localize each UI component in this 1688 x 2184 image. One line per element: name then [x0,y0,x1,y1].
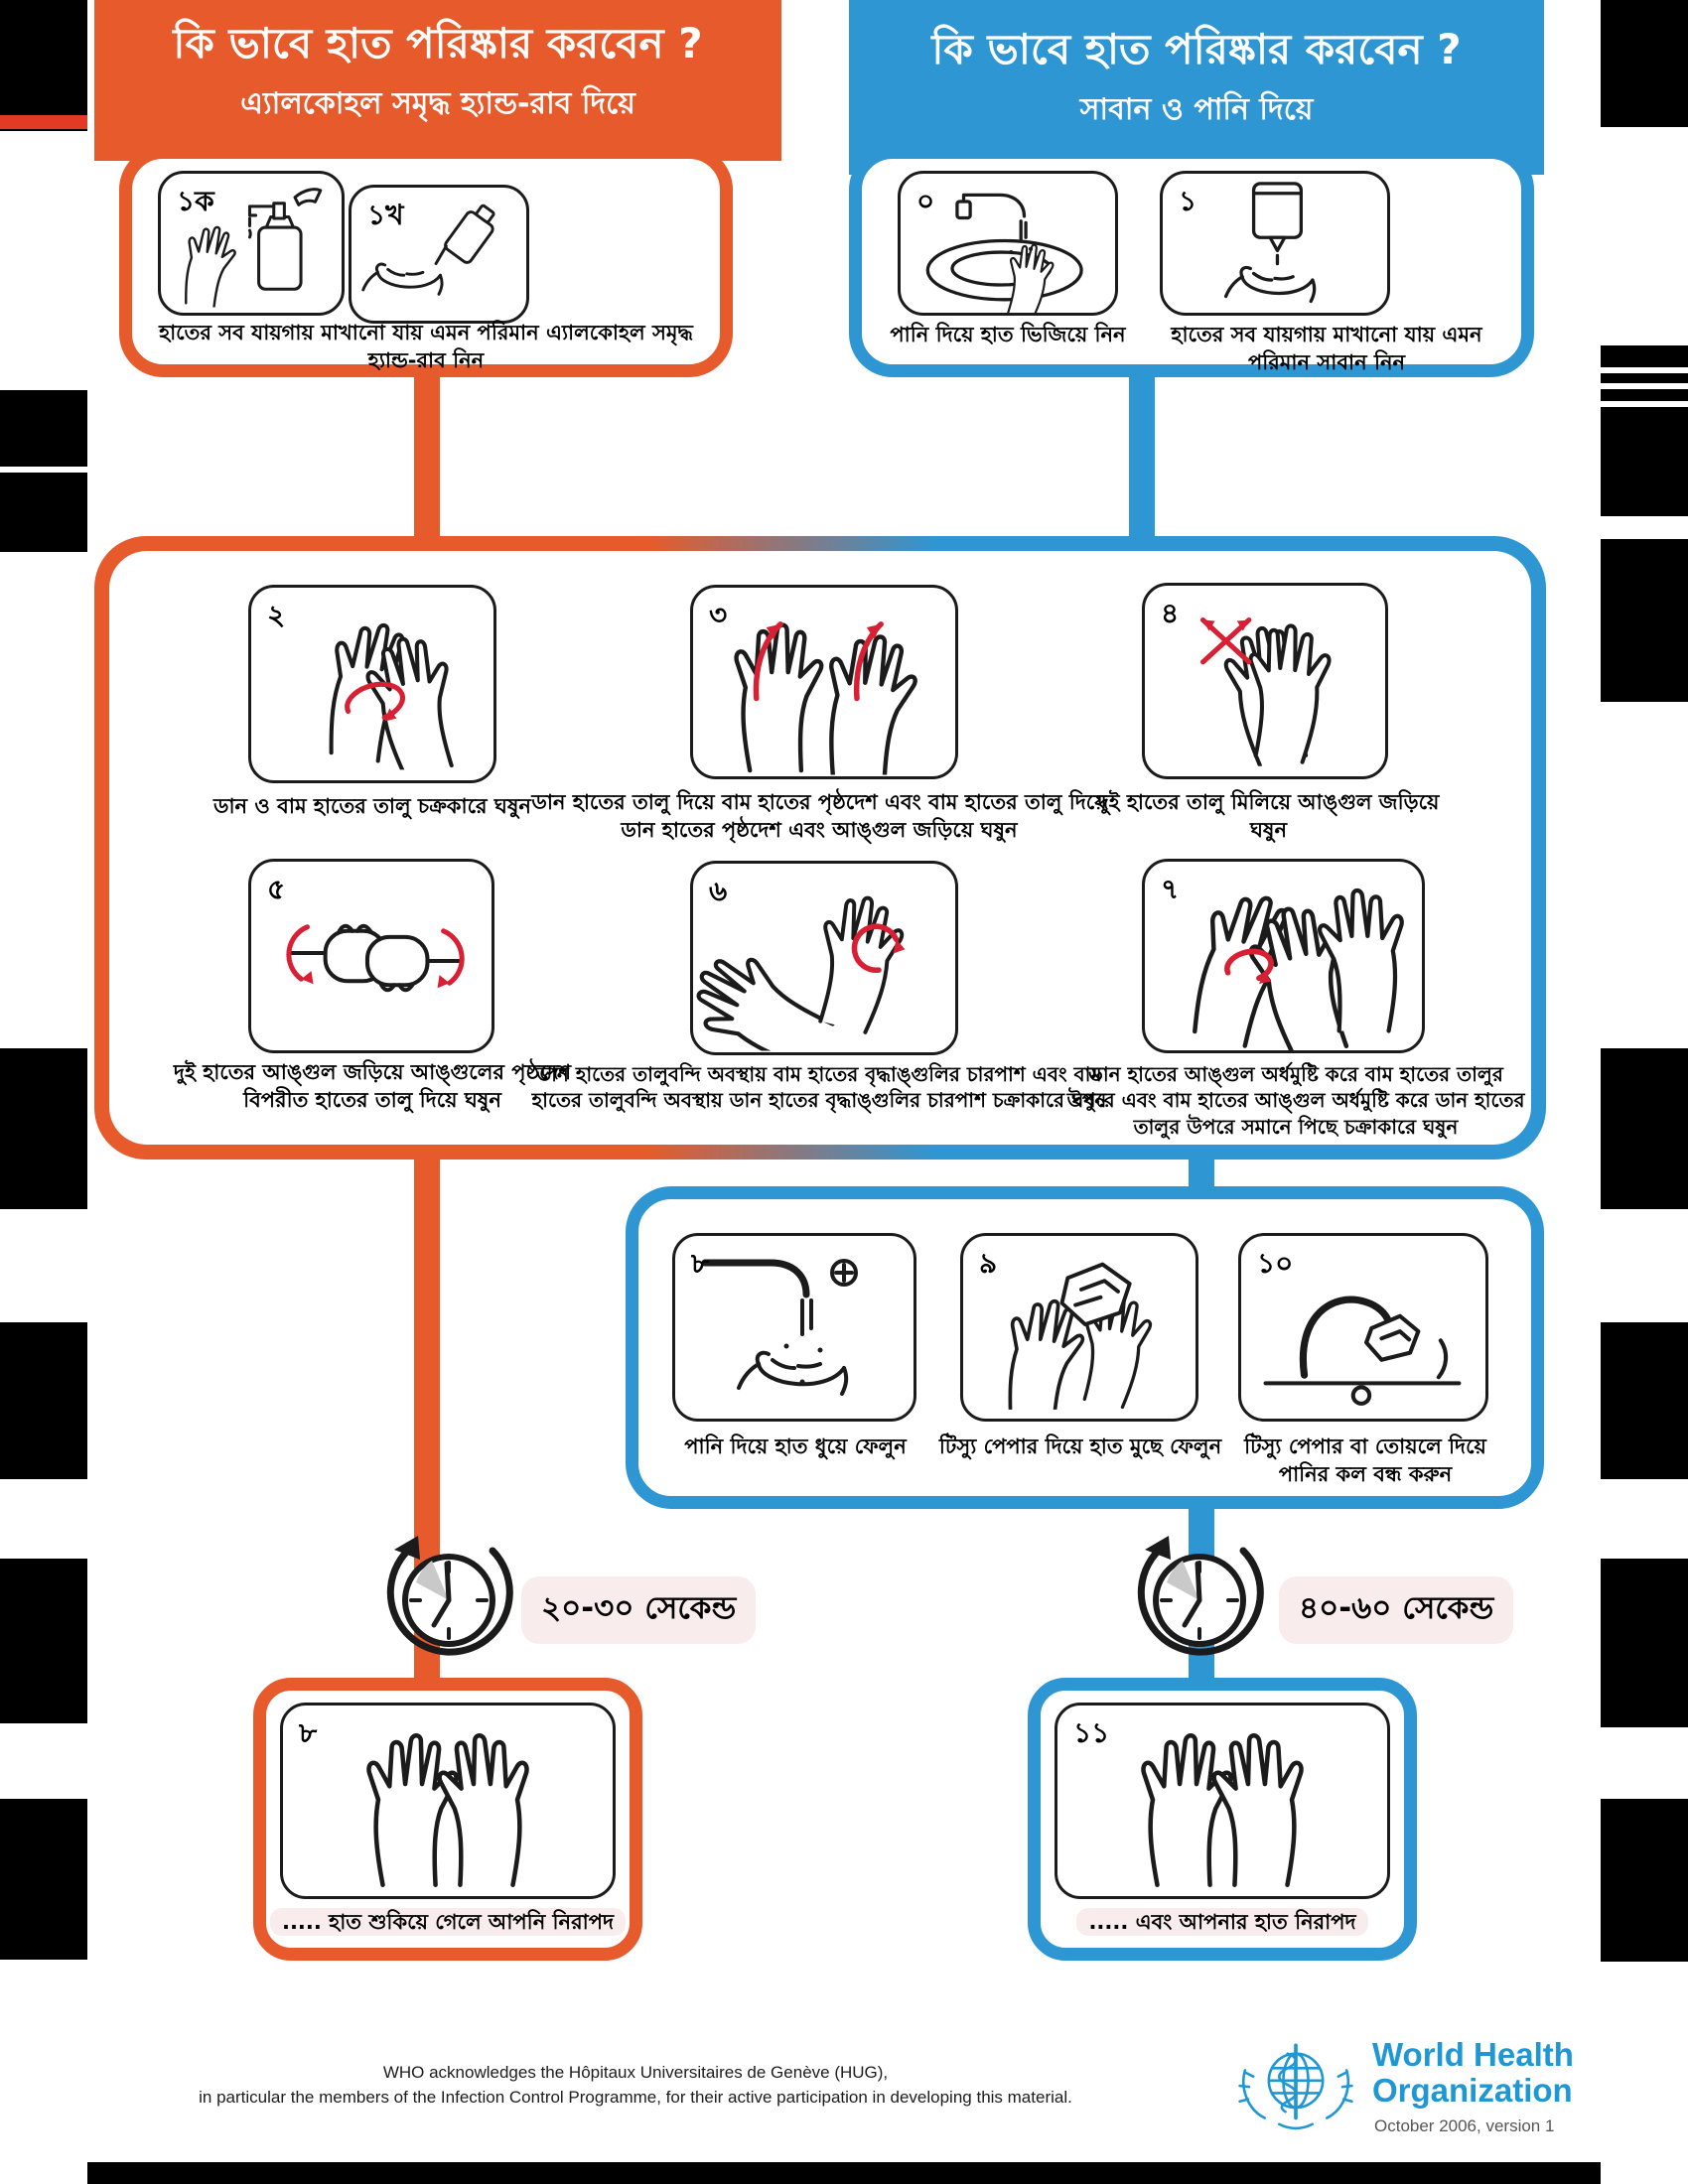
water-flow-connector [1129,367,1155,544]
scan-artifact-bar [0,1559,87,1723]
rinse-hands-water-icon [675,1236,914,1419]
alcohol-duration-label: ২০-৩০ সেকেন্ড [521,1576,756,1644]
step-number: ৭ [1161,873,1180,905]
step-caption: ডান হাতের তালু দিয়ে বাম হাতের পৃষ্ঠদেশ এবং বাম হাতের তালু দিয়ে ডান হাতের পৃষ্ঠদেশ এবং আঙ্গুল জড়িয়ে ঘষুন [531,790,1107,842]
step-1-box [1160,171,1390,316]
step-5-box [248,859,494,1053]
scan-artifact-bar [1601,407,1688,516]
step-number: ১১ [1073,1716,1110,1749]
open-hands-icon [283,1706,613,1896]
acknowledgment-line1: WHO acknowledges the Hôpitaux Universitaires de Genève (HUG), [382,2063,889,2082]
step-number: ৩ [709,599,728,631]
scan-artifact-bar [1601,345,1688,367]
step-caption: ডান হাতের তালুবন্দি অবস্থায় বাম হাতের বৃদ্ধাঙ্গুলির চারপাশ এবং বাম হাতের তালুবন্দি অবস্থায় ডান হাতের বৃদ্ধাঙ্গুলির চারপাশ চক্রাকারে ঘষুন [531,1062,1107,1113]
alcohol-subtitle: এ্যালকোহল সমৃদ্ধ হ্যান্ড-রাব দিয়ে [240,86,635,122]
rub-palms-circular-icon [251,588,493,780]
step-caption: হাতের সব যায়গায় মাখানো যায় এমন পরিমান সাবান নিন [1171,323,1482,374]
who-logo-text: World Health Organization [1372,2036,1574,2109]
dry-with-tissue-icon [963,1236,1196,1419]
step-number: ৮ [299,1716,318,1749]
alcohol-flow-connector [414,367,440,544]
step-number: ৫ [267,873,286,905]
step-number: ০ [916,185,935,217]
final-hands-box [1055,1703,1390,1899]
scan-artifact-bar [0,1322,87,1479]
step-caption: টিস্যু পেপার বা তোয়লে দিয়ে পানির কল বন্ধ করুন [1244,1434,1486,1486]
step-caption: ডান ও বাম হাতের তালু চক্রকারে ঘষুন [213,794,531,818]
version-label: October 2006, version 1 [1374,2116,1555,2135]
step-caption: দুই হাতের তালু মিলিয়ে আঙ্গুল জড়িয়ে ঘষুন [1097,790,1440,842]
acknowledgment-line2: in particular the members of the Infection Control Programme, for their active participation in developing this material. [199,2087,1072,2107]
shared-steps-panel [94,536,1546,1160]
thumbs-rotate-icon [693,864,955,1052]
scan-artifact-bar [0,390,87,467]
fingers-interlaced-icon [1145,586,1385,776]
scan-artifact-bar [1601,539,1688,702]
alcohol-title: কি ভাবে হাত পরিষ্কার করবেন ? [173,19,703,68]
step-number: ৪ [1161,597,1180,629]
scan-artifact-bar [0,1048,87,1209]
step-number: ১খ [367,199,404,231]
step-number: ৬ [709,875,728,907]
final-caption: ..... এবং আপনার হাত নিরাপদ [1043,1909,1402,1937]
step-7-box [1142,859,1425,1053]
step-9-box [960,1233,1198,1422]
water-final-panel [1028,1678,1417,1961]
rub-back-of-hands-icon [693,588,955,776]
step-caption: ডান হাতের আঙ্গুল অর্ধমুষ্টি করে বাম হাতের তালুর উপরে এবং বাম হাতের আঙ্গুল অর্ধমুষ্টি করে ডান হাতের তালুর উপরে সমানে পিছে চক্রাকারে ঘষুন [1066,1062,1525,1139]
water-rinse-panel [626,1186,1544,1509]
water-title: কি ভাবে হাত পরিষ্কার করবেন ? [931,25,1462,73]
step-1a-box [158,171,345,316]
scan-artifact-bar [0,473,87,552]
alcohol-header [94,0,781,161]
step-number: ২ [267,599,286,631]
timer-clock-icon [1125,1526,1274,1675]
scan-artifact-bar [87,2162,1601,2184]
step-2-box [248,585,496,783]
step-number: ৯ [979,1247,998,1280]
acknowledgment-text [139,2061,1132,2110]
step-3-box [690,585,958,779]
step-caption: টিস্যু পেপার দিয়ে হাত মুছে ফেলুন [938,1434,1222,1458]
water-step01-panel [849,146,1534,377]
step-0-box [898,171,1118,316]
alcohol-step1-panel [119,146,733,377]
step-caption: পানি দিয়ে হাত ভিজিয়ে নিন [890,323,1126,346]
final-caption: ..... হাত শুকিয়ে গেলে আপনি নিরাপদ [268,1909,628,1937]
timer-clock-icon [374,1526,523,1675]
step-number: ১ [1179,185,1197,217]
scan-artifact-bar [0,1799,87,1960]
step-10-box [1238,1233,1488,1422]
scan-artifact-bar [1601,1322,1688,1479]
scan-artifact-bar [1601,1799,1688,1962]
water-duration-label: ৪০-৬০ সেকেন্ড [1279,1576,1513,1644]
scan-artifact-bar [0,0,87,131]
water-subtitle: সাবান ও পানি দিয়ে [1079,92,1314,128]
step-caption: হাতের সব যায়গায় মাখানো যায় এমন পরিমান এ্যালকোহল সমৃদ্ধ হ্যান্ড-রাব নিন [159,321,693,372]
fingers-locked-icon [251,862,492,1050]
scan-artifact-bar [1601,0,1688,127]
scan-artifact-bar [1601,1048,1688,1209]
step-6-box [690,861,958,1055]
scan-artifact-accent [0,115,87,129]
who-emblem-icon [1231,2037,1360,2130]
step-number: ১ক [177,185,214,217]
scan-artifact-bar [1601,1559,1688,1727]
step-number: ৮ [691,1247,710,1280]
step-4-box [1142,583,1388,779]
step-caption: দুই হাতের আঙ্গুল জড়িয়ে আঙ্গুলের পৃষ্ঠদেশ বিপরীত হাতের তালু দিয়ে ঘষুন [173,1060,572,1112]
final-hands-box [280,1703,616,1899]
step-1b-box [349,185,529,324]
step-caption: পানি দিয়ে হাত ধুয়ে ফেলুন [684,1434,907,1458]
shared-steps-inner [109,551,1531,1145]
scan-artifact-bar [1601,389,1688,401]
fingertips-circular-icon [1145,862,1422,1050]
scan-artifact-bar [1601,373,1688,383]
alcohol-final-panel [253,1678,642,1961]
step-number: ১০ [1257,1247,1294,1280]
step-8-box [672,1233,916,1422]
